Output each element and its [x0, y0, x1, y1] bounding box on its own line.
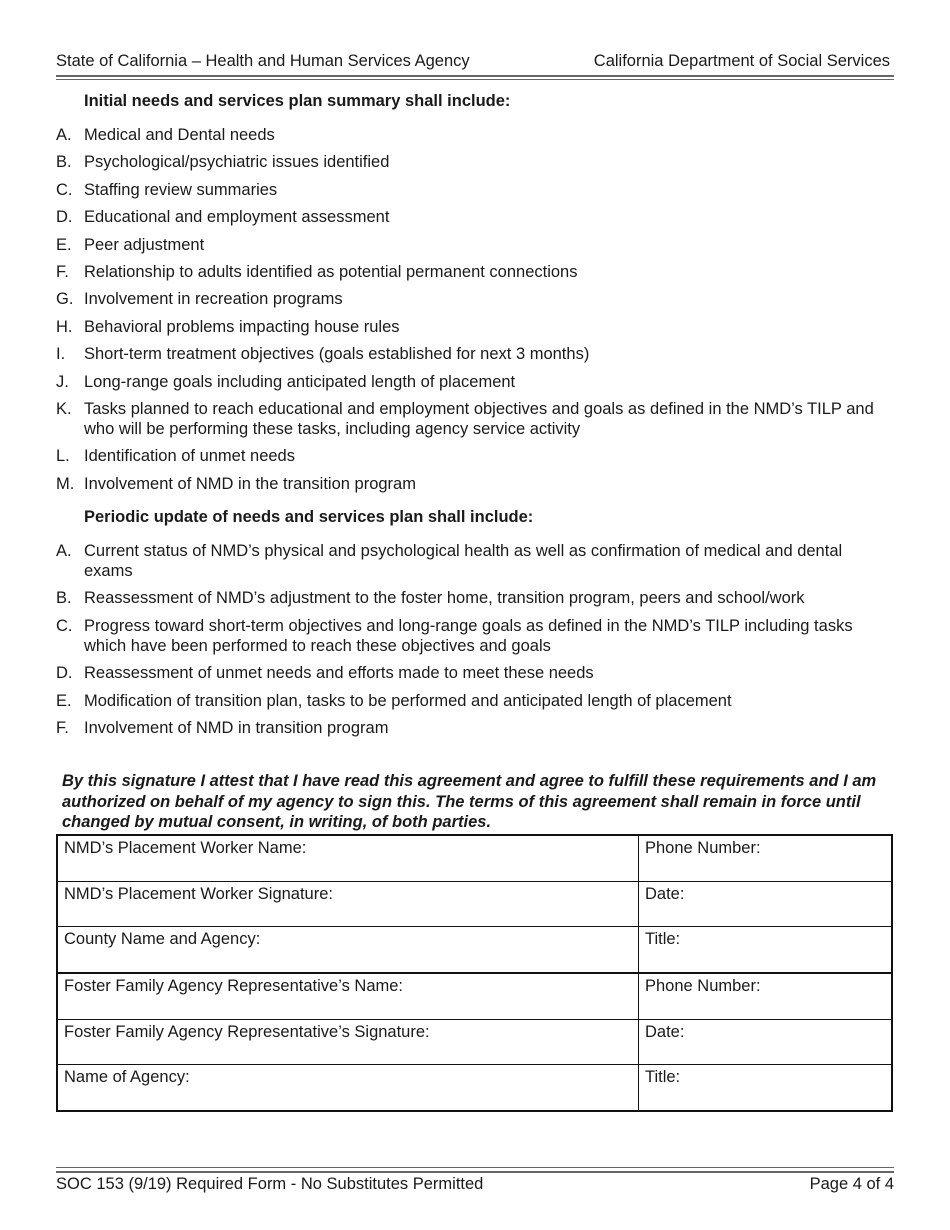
header-rule	[56, 75, 894, 77]
list-item-text: Tasks planned to reach educational and employment objectives and goals as defined in the NMD’s TILP and who will be performing these tasks, including agency service activity	[84, 399, 874, 438]
footer-form-id: SOC 153 (9/19) Required Form - No Substitutes Permitted	[56, 1175, 484, 1193]
header-department: California Department of Social Services	[593, 52, 890, 70]
list-item-letter: C.	[56, 180, 73, 199]
signature-row	[57, 927, 892, 973]
list-item-letter: B.	[56, 153, 72, 172]
list-item	[56, 718, 886, 738]
signature-field-label[interactable]: Name of Agency:	[57, 1065, 639, 1111]
list-item-letter: C.	[56, 616, 73, 635]
list-item	[56, 262, 886, 282]
page-header	[56, 52, 890, 71]
signature-field-label[interactable]: NMD’s Placement Worker Signature:	[57, 881, 639, 927]
list-item	[56, 474, 886, 494]
signature-row	[57, 1065, 892, 1111]
list-item-text: Involvement of NMD in transition program	[84, 718, 389, 737]
list-item-letter: D.	[56, 664, 73, 683]
list-item-letter: F.	[56, 262, 69, 281]
list-item-text: Reassessment of NMD’s adjustment to the foster home, transition program, peers and school/work	[84, 589, 805, 608]
list-item	[56, 235, 886, 255]
signature-field-label[interactable]: County Name and Agency:	[57, 927, 639, 973]
list-item-letter: G.	[56, 290, 74, 309]
list-item	[56, 588, 886, 608]
list-item-letter: K.	[56, 399, 72, 418]
list-item	[56, 317, 886, 337]
list-item	[56, 152, 886, 172]
header-agency: State of California – Health and Human Services Agency	[56, 52, 470, 70]
list-item-text: Modification of transition plan, tasks to be performed and anticipated length of placement	[84, 691, 732, 710]
header-rule-secondary	[56, 79, 894, 80]
list-item-text: Psychological/psychiatric issues identified	[84, 153, 390, 172]
list-item-text: Involvement in recreation programs	[84, 290, 343, 309]
list-item-text: Progress toward short-term objectives and long-range goals as defined in the NMD’s TILP including tasks which have been performed to reach these objectives and goals	[84, 616, 853, 655]
signature-field-label[interactable]: Foster Family Agency Representative’s Signature:	[57, 1019, 639, 1065]
signature-row	[57, 881, 892, 927]
signature-side-field-label[interactable]: Phone Number:	[639, 835, 893, 881]
signature-side-field-label[interactable]: Title:	[639, 927, 893, 973]
signature-side-field-label[interactable]: Title:	[639, 1065, 893, 1111]
signature-row	[57, 973, 892, 1019]
list-item	[56, 289, 886, 309]
list-item-letter: A.	[56, 542, 72, 560]
attestation-statement: By this signature I attest that I have read this agreement and agree to fulfill these requirements and I am authorized on behalf of my agency to sign this. The terms of this agreement shall remain in force until changed by mutual consent, in writing, of both parties.	[62, 772, 877, 831]
list-item	[56, 399, 886, 439]
list-item-letter: A.	[56, 126, 72, 144]
signature-row	[57, 1019, 892, 1065]
list-item-text: Peer adjustment	[84, 235, 205, 254]
list-item	[56, 616, 886, 656]
list-item-letter: H.	[56, 317, 73, 336]
signature-side-field-label[interactable]: Date:	[639, 881, 893, 927]
signature-side-field-label[interactable]: Date:	[639, 1019, 893, 1065]
list-item-text: Behavioral problems impacting house rules	[84, 317, 400, 336]
list-item-text: Reassessment of unmet needs and efforts made to meet these needs	[84, 664, 594, 683]
list-item-letter: M.	[56, 474, 75, 493]
list-item	[56, 663, 886, 683]
signature-field-label[interactable]: Foster Family Agency Representative’s Name:	[57, 973, 639, 1019]
list-item	[56, 344, 886, 364]
periodic-update-list	[56, 541, 886, 745]
list-item	[56, 207, 886, 227]
list-item-text: Educational and employment assessment	[84, 208, 390, 227]
list-item	[56, 541, 886, 581]
signature-side-field-label[interactable]: Phone Number:	[639, 973, 893, 1019]
list-item-text: Involvement of NMD in the transition program	[84, 474, 416, 493]
list-item	[56, 180, 886, 200]
footer-page-number: Page 4 of 4	[809, 1175, 894, 1193]
list-item-letter: I.	[56, 345, 66, 364]
list-item-letter: E.	[56, 691, 72, 710]
signature-field-label[interactable]: NMD’s Placement Worker Name:	[57, 835, 639, 881]
list-item-letter: L.	[56, 447, 70, 466]
footer-rule	[56, 1171, 894, 1173]
list-item-letter: J.	[56, 372, 69, 391]
list-item-text: Medical and Dental needs	[84, 126, 275, 144]
list-item-letter: B.	[56, 589, 72, 608]
periodic-section-heading: Periodic update of needs and services plan shall include:	[84, 508, 534, 526]
list-item-text: Staffing review summaries	[84, 180, 278, 199]
list-item-text: Long-range goals including anticipated length of placement	[84, 372, 516, 391]
page-footer	[56, 1175, 894, 1194]
list-item-text: Current status of NMD’s physical and psychological health as well as confirmation of medical and dental exams	[84, 542, 843, 580]
list-item	[56, 125, 886, 145]
footer-rule-secondary	[56, 1167, 894, 1168]
signature-row	[57, 835, 892, 881]
initial-section-heading: Initial needs and services plan summary shall include:	[84, 92, 511, 110]
signature-table	[56, 834, 893, 1112]
list-item-text: Short-term treatment objectives (goals established for next 3 months)	[84, 345, 590, 364]
list-item-letter: E.	[56, 235, 72, 254]
list-item-text: Identification of unmet needs	[84, 447, 295, 466]
initial-needs-list	[56, 125, 886, 501]
list-item	[56, 446, 886, 466]
list-item-letter: D.	[56, 208, 73, 227]
list-item	[56, 691, 886, 711]
list-item-text: Relationship to adults identified as potential permanent connections	[84, 262, 578, 281]
list-item	[56, 372, 886, 392]
list-item-letter: F.	[56, 718, 69, 737]
